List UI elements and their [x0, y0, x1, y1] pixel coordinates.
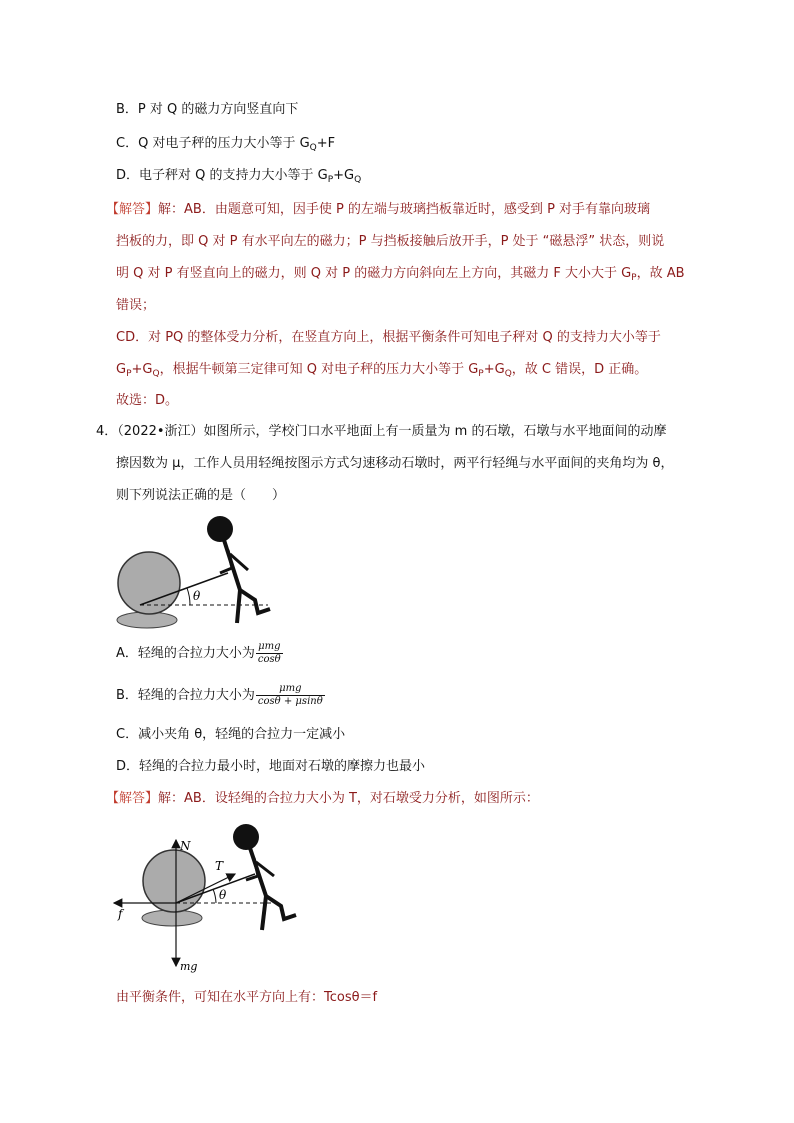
figure-force-diagram	[100, 818, 310, 978]
person-leg-4	[266, 896, 296, 919]
label-mg: mg	[180, 960, 198, 973]
answer-line-4: 错误；	[116, 298, 156, 313]
answer-line-3: 明 Q 对 P 有竖直向上的磁力，则 Q 对 P 的磁力方向斜向左上方向，其磁力 F 大小大于 $G_P$，故 AB	[116, 266, 685, 283]
answer-line-6: $G_P+G_Q$，根据牛顿第三定律可知 Q 对电子秤的压力大小等于 $G_P+G_Q$，故 C 错误，D 正确。	[116, 362, 648, 379]
q4-option-c: C．减小夹角 θ，轻绳的合拉力一定减小	[116, 727, 346, 742]
theta-label-2: θ	[219, 888, 227, 902]
q4-stem-2: 擦因数为 μ，工作人员用轻绳按图示方式匀速移动石墩时，两平行轻绳与水平面间的夹角均为 θ，	[116, 456, 674, 471]
person-head-2	[233, 824, 259, 850]
angle-arc-2	[213, 889, 216, 903]
q4-option-b: B．轻绳的合拉力大小为 $\frac{\text{μmg}}{\cos\theta + \mu\sin\theta}$	[116, 683, 323, 707]
q4-option-d: D．轻绳的合拉力最小时，地面对石墩的摩擦力也最小	[116, 759, 426, 774]
person-arm	[220, 550, 232, 573]
label-f: f	[118, 907, 123, 921]
answer-tag: 【解答】	[106, 202, 159, 217]
answer-line-2: 挡板的力，即 Q 对 P 有水平向左的磁力；P 与挡板接触后放开手，P 处于 “磁悬浮” 状态，则说	[116, 234, 665, 249]
option-d-prev: D．电子秤对 Q 的支持力大小等于 $G_P+G_Q$	[116, 168, 362, 185]
answer-line-5: CD．对 PQ 的整体受力分析，在竖直方向上，根据平衡条件可知电子秤对 Q 的支持力大小等于	[116, 330, 661, 345]
q4-stem-1: 4．（2022•浙江）如图所示，学校门口水平地面上有一质量为 m 的石墩，石墩与水平地面间的动摩	[96, 424, 667, 439]
answer-line-7: 故选：D。	[116, 393, 179, 408]
fraction-a: $\frac{\text{μmg}}{\cos\theta}$	[257, 641, 281, 665]
q4-option-a: A．轻绳的合拉力大小为 $\frac{\text{μmg}}{\cos\theta}$	[116, 641, 281, 665]
q4-answer-2: 由平衡条件，可知在水平方向上有：Tcosθ＝f	[116, 990, 378, 1005]
person-leg-2	[240, 590, 270, 613]
answer-tag-q4: 【解答】	[106, 791, 159, 806]
q4-answer-1: 【解答】解：AB．设轻绳的合拉力大小为 T，对石墩受力分析，如图所示：	[106, 791, 539, 806]
label-T: T	[215, 859, 224, 873]
option-b-prev: B．P 对 Q 的磁力方向竖直向下	[116, 102, 299, 117]
option-c-prev: C．Q 对电子秤的压力大小等于 $G_Q+F$	[116, 136, 336, 153]
person-leg-3	[262, 896, 266, 930]
angle-arc	[187, 588, 190, 605]
fraction-b: $\frac{\text{μmg}}{\cos\theta + \mu\sin\theta}$	[257, 683, 323, 707]
q4-stem-3: 则下列说法正确的是（ ）	[116, 488, 286, 503]
person-leg-1	[237, 590, 240, 623]
person-head	[207, 516, 233, 542]
figure-stone-pull	[100, 510, 300, 635]
label-N: N	[180, 839, 191, 853]
theta-label: θ	[193, 589, 201, 603]
answer-line-1: 【解答】解：AB．由题意可知，因手使 P 的左端与玻璃挡板靠近时，感受到 P 对手有靠向玻璃	[106, 202, 651, 217]
